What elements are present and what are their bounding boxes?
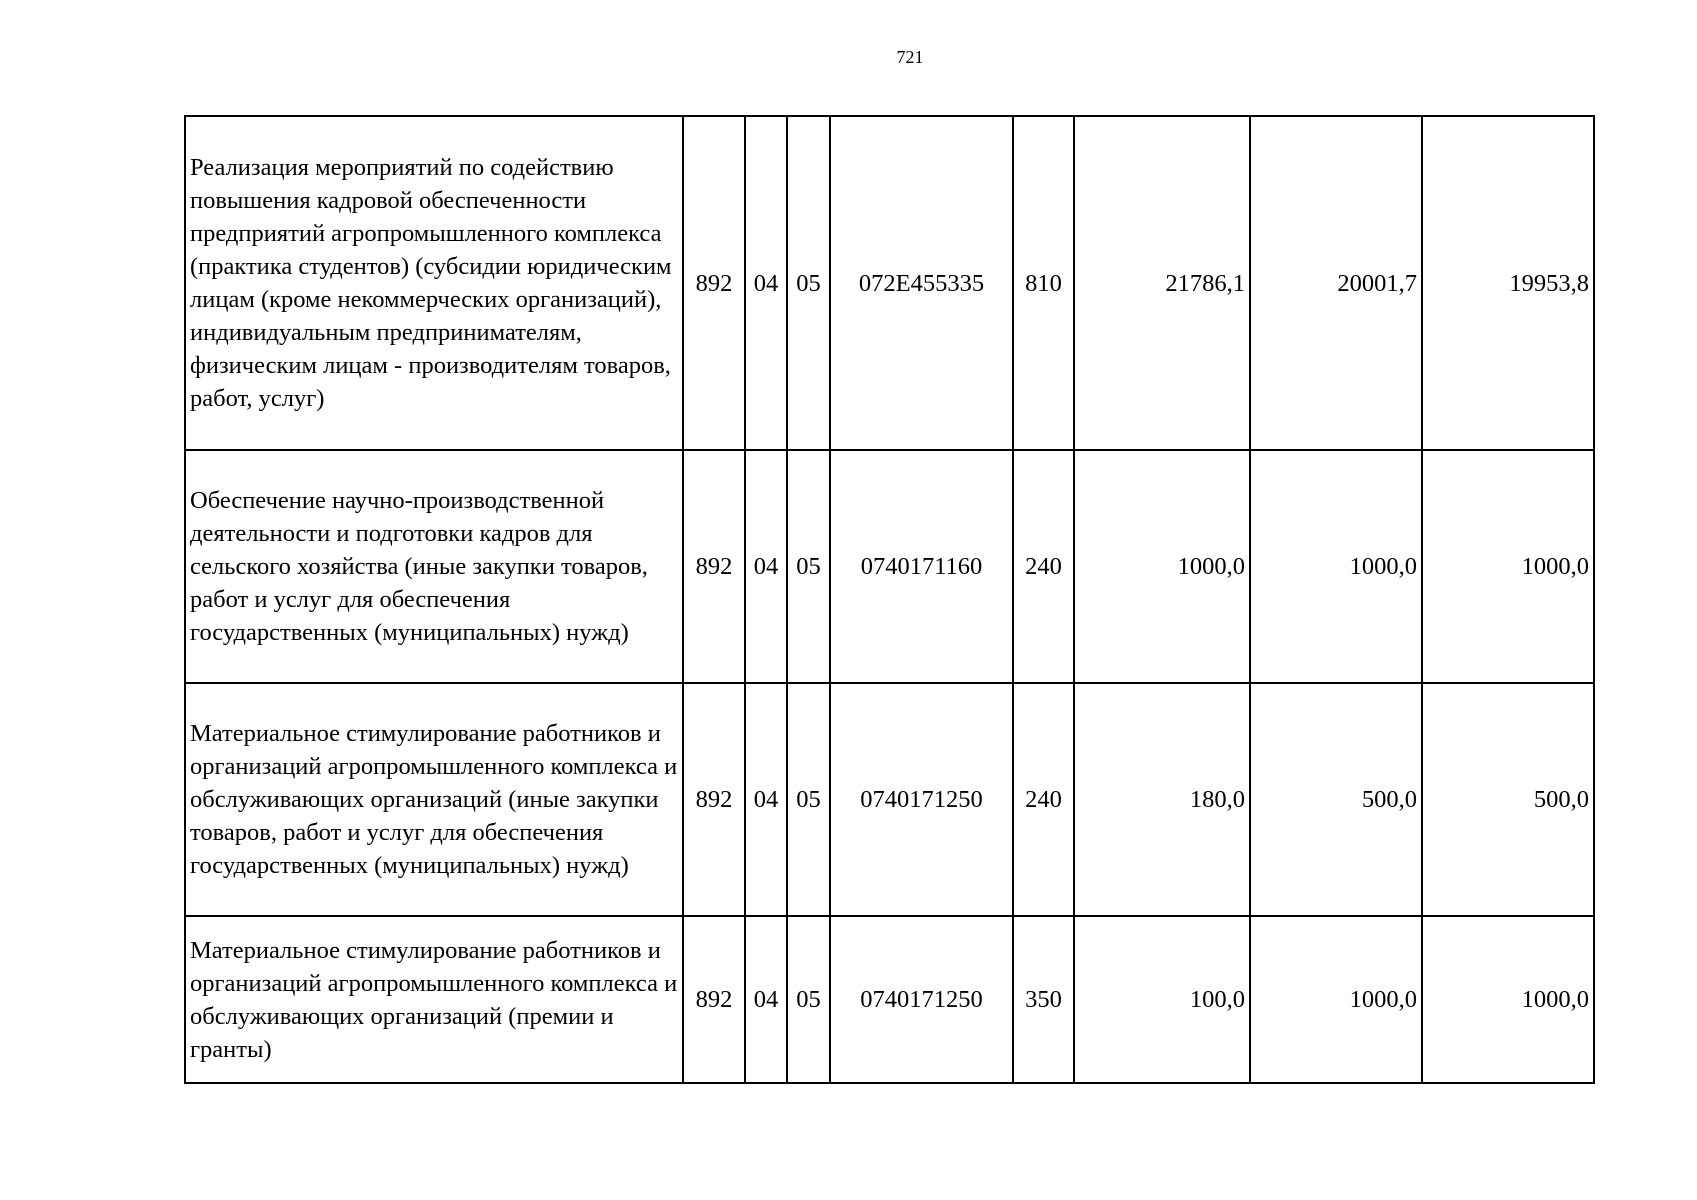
subsection-code: 05 <box>787 683 830 916</box>
subsection-code: 05 <box>787 916 830 1083</box>
section-code: 04 <box>745 450 787 683</box>
amount-3: 1000,0 <box>1422 450 1594 683</box>
amount-2: 500,0 <box>1250 683 1422 916</box>
table-row <box>185 683 1594 916</box>
expense-type-code: 350 <box>1013 916 1074 1083</box>
ministry-code: 892 <box>683 683 745 916</box>
table-row <box>185 916 1594 1083</box>
expense-type-code: 810 <box>1013 116 1074 450</box>
amount-2: 1000,0 <box>1250 916 1422 1083</box>
expense-type-code: 240 <box>1013 450 1074 683</box>
amount-2: 20001,7 <box>1250 116 1422 450</box>
row-description: Материальное стимулирование работников и организаций агропромышленного комплекса и обслуживающих организаций (иные закупки товаров, работ и услуг для обеспечения государственных (муниципальных) нужд) <box>185 683 683 916</box>
row-description: Обеспечение научно-производственной деятельности и подготовки кадров для сельского хозяйства (иные закупки товаров, работ и услуг для обеспечения государственных (муниципальных) нужд) <box>185 450 683 683</box>
amount-1: 180,0 <box>1074 683 1250 916</box>
amount-2: 1000,0 <box>1250 450 1422 683</box>
section-code: 04 <box>745 116 787 450</box>
subsection-code: 05 <box>787 116 830 450</box>
row-description: Реализация мероприятий по содействию повышения кадровой обеспеченности предприятий агропромышленного комплекса (практика студентов) (субсидии юридическим лицам (кроме некоммерческих организаций), индивидуальным предпринимателям, физическим лицам - производителям товаров, работ, услуг) <box>185 116 683 450</box>
ministry-code: 892 <box>683 450 745 683</box>
table-row <box>185 450 1594 683</box>
amount-3: 500,0 <box>1422 683 1594 916</box>
amount-3: 1000,0 <box>1422 916 1594 1083</box>
target-article-code: 072E455335 <box>830 116 1013 450</box>
target-article-code: 0740171250 <box>830 683 1013 916</box>
target-article-code: 0740171250 <box>830 916 1013 1083</box>
expense-type-code: 240 <box>1013 683 1074 916</box>
target-article-code: 0740171160 <box>830 450 1013 683</box>
ministry-code: 892 <box>683 916 745 1083</box>
ministry-code: 892 <box>683 116 745 450</box>
row-description: Материальное стимулирование работников и организаций агропромышленного комплекса и обслуживающих организаций (премии и гранты) <box>185 916 683 1083</box>
amount-3: 19953,8 <box>1422 116 1594 450</box>
budget-table <box>184 115 1595 1084</box>
amount-1: 21786,1 <box>1074 116 1250 450</box>
section-code: 04 <box>745 916 787 1083</box>
amount-1: 1000,0 <box>1074 450 1250 683</box>
subsection-code: 05 <box>787 450 830 683</box>
section-code: 04 <box>745 683 787 916</box>
page-number: 721 <box>896 47 924 67</box>
amount-1: 100,0 <box>1074 916 1250 1083</box>
table-row <box>185 116 1594 450</box>
